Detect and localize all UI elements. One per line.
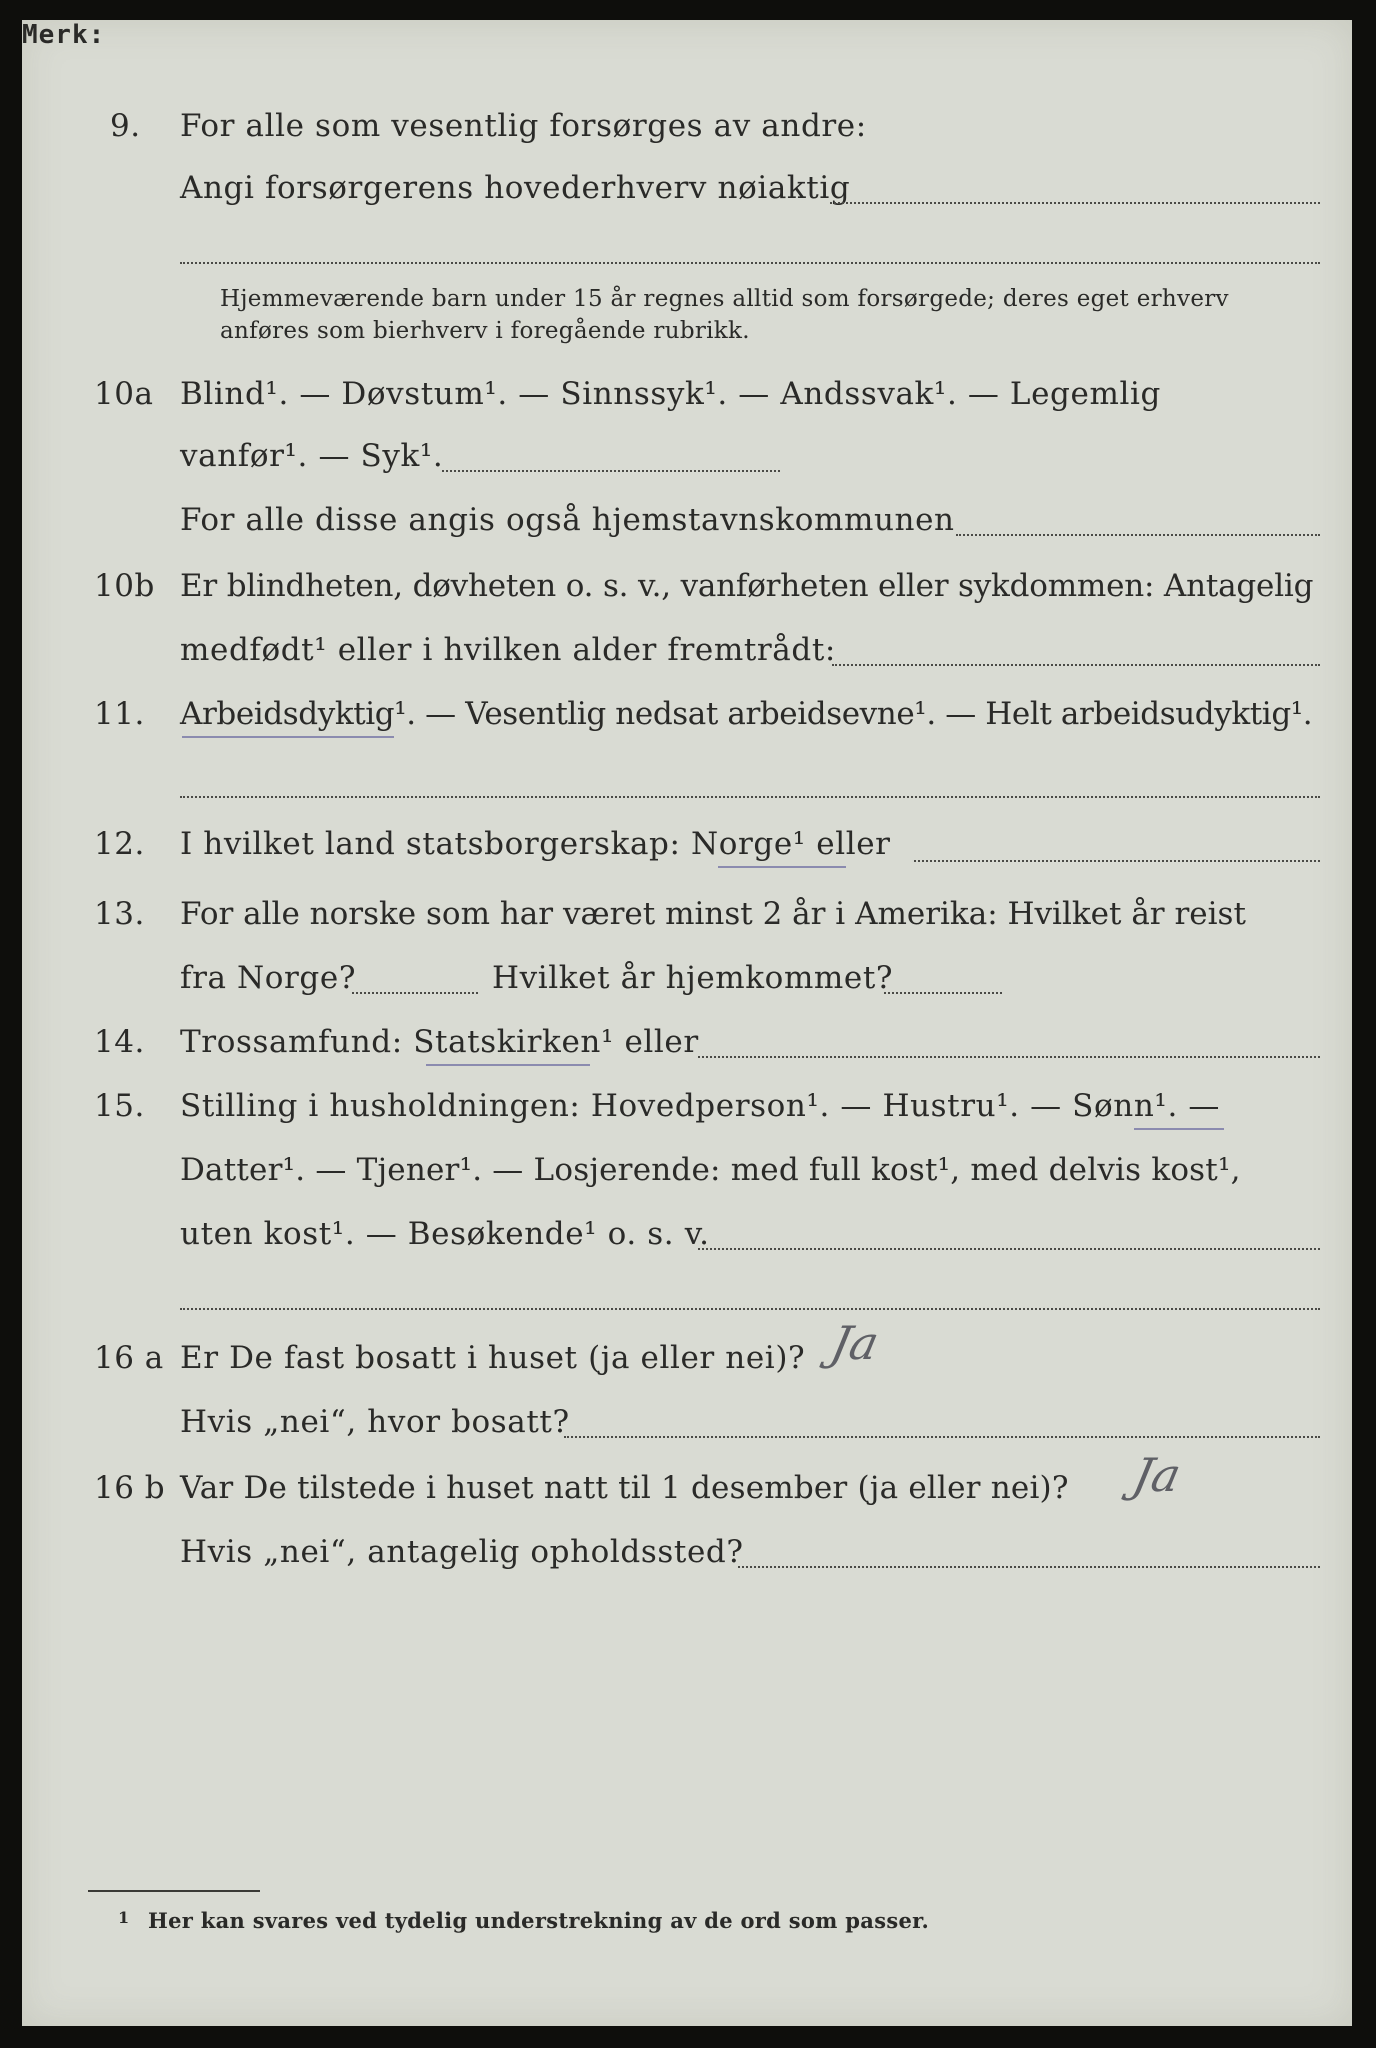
q16a-text-line2: Hvis „nei“, hvor bosatt?: [180, 1404, 570, 1440]
q11-text: Arbeidsdyktig¹. — Vesentlig nedsat arbeidsevne¹. — Helt arbeidsudyktig¹.: [180, 696, 1313, 732]
q12-number: 12.: [94, 826, 145, 862]
q10a-text-line3: For alle disse angis også hjemstavnskommunen: [180, 502, 955, 538]
q10a-syk-answer-line[interactable]: [442, 470, 780, 472]
q15-answer-line[interactable]: [698, 1248, 1320, 1250]
q13-text-line1: For alle norske som har været minst 2 år i Amerika: Hvilket år reist: [180, 896, 1246, 932]
merk-note-line2: anføres som bierhverv i foregående rubrikk.: [220, 318, 750, 344]
q13-text-line2b: Hvilket år hjemkommet?: [492, 960, 894, 996]
q9-text-line2: Angi forsørgerens hovederhverv nøiaktig: [180, 170, 851, 206]
q15-text-line3: uten kost¹. — Besøkende¹ o. s. v.: [180, 1216, 710, 1252]
q9-number: 9.: [110, 108, 141, 144]
q13-number: 13.: [94, 896, 145, 932]
q10a-text-line2: vanfør¹. — Syk¹.: [180, 438, 444, 474]
q10b-text-line2: medfødt¹ eller i hvilken alder fremtrådt:: [180, 632, 836, 668]
q16a-handwritten-answer: Ja: [826, 1316, 884, 1370]
q11-number: 11.: [94, 696, 145, 732]
footnote-marker: 1: [118, 1908, 130, 1927]
q12-norge-underline: [718, 866, 846, 868]
q16a-answer-line[interactable]: [564, 1436, 1320, 1438]
merk-note-line1: Hjemmeværende barn under 15 år regnes alltid som forsørgede; deres eget erhverv: [220, 286, 1229, 312]
q9-text-line1: For alle som vesentlig forsørges av andre:: [180, 108, 867, 144]
q9-answer-line[interactable]: [830, 202, 1320, 204]
q15-text-line1: Stilling i husholdningen: Hovedperson¹. — Hustru¹. — Sønn¹. —: [180, 1088, 1220, 1124]
q14-text: Trossamfund: Statskirken¹ eller: [180, 1024, 699, 1060]
q9-answer-line-2[interactable]: [180, 262, 1320, 264]
q13-reist-answer-line[interactable]: [352, 992, 478, 994]
q10b-number: 10b: [94, 568, 155, 604]
q12-answer-line[interactable]: [914, 860, 1320, 862]
q13-text-line2a: fra Norge?: [180, 960, 357, 996]
q10b-answer-line[interactable]: [832, 664, 1320, 666]
q14-answer-line[interactable]: [698, 1056, 1320, 1058]
q11-answer-line[interactable]: [180, 796, 1320, 798]
q10b-text-line1: Er blindheten, døvheten o. s. v., vanførheten eller sykdommen: Antagelig: [180, 568, 1314, 604]
q16b-number: 16 b: [94, 1470, 166, 1506]
census-form-page: [22, 20, 1352, 2026]
q10a-hjemstavn-answer-line[interactable]: [956, 534, 1320, 536]
q13-hjemkommet-answer-line[interactable]: [884, 992, 1002, 994]
q12-text: I hvilket land statsborgerskap: Norge¹ eller: [180, 826, 891, 862]
q16b-text-line1: Var De tilstede i huset natt til 1 desember (ja eller nei)?: [180, 1470, 1069, 1506]
footnote-rule: [88, 1890, 260, 1892]
q15-answer-line-2[interactable]: [180, 1308, 1320, 1310]
q10a-number: 10a: [94, 376, 154, 412]
q15-text-line2: Datter¹. — Tjener¹. — Losjerende: med full kost¹, med delvis kost¹,: [180, 1152, 1241, 1188]
footnote-text: Her kan svares ved tydelig understrekning av de ord som passer.: [148, 1908, 930, 1933]
merk-label: Merk:: [22, 20, 106, 50]
q16a-text-line1: Er De fast bosatt i huset (ja eller nei)?: [180, 1340, 806, 1376]
q10a-text-line1: Blind¹. — Døvstum¹. — Sinnssyk¹. — Andssvak¹. — Legemlig: [180, 376, 1161, 412]
q14-number: 14.: [94, 1024, 145, 1060]
q15-number: 15.: [94, 1088, 145, 1124]
q15-sonn-underline: [1134, 1128, 1224, 1130]
q16b-handwritten-answer: Ja: [1128, 1448, 1186, 1502]
q16b-text-line2: Hvis „nei“, antagelig opholdssted?: [180, 1534, 744, 1570]
q14-statskirken-underline: [426, 1064, 590, 1066]
q16a-number: 16 a: [94, 1340, 164, 1376]
q11-arbeidsdyktig-underline: [182, 736, 394, 738]
q16b-answer-line[interactable]: [738, 1566, 1320, 1568]
